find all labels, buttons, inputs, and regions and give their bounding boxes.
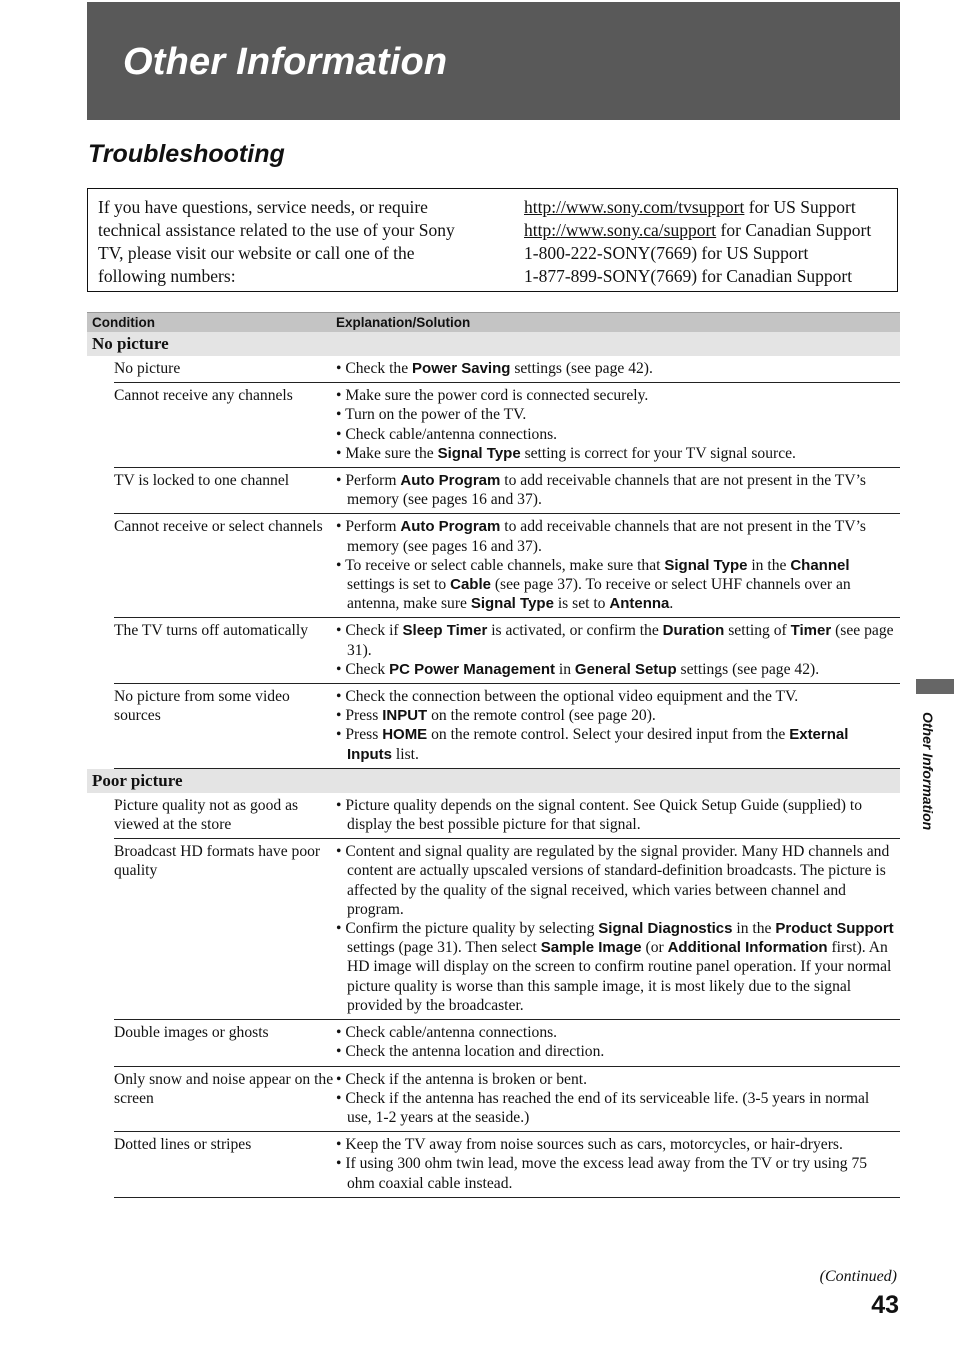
solution-bullet: • Content and signal quality are regulated by the signal provider. Many HD channels and content are actually upscaled versions of standard-definition broadcasts. The picture is affected by the quality of the signal received, which varies between channel and program. — [336, 843, 890, 918]
table-body — [87, 332, 900, 1198]
solution-text: Turn on the power of the TV. — [345, 406, 527, 424]
solution-text: Check if the antenna is broken or bent. — [345, 1070, 587, 1088]
solution-text: Check the antenna location and direction. — [345, 1043, 605, 1061]
solution-text: (or — [641, 939, 668, 957]
solution-bullet: • If using 300 ohm twin lead, move the excess lead away from the TV or try using 75 ohm coaxial cable instead. — [336, 1155, 868, 1192]
page-number: 43 — [871, 1291, 899, 1319]
solution-text: setting of — [724, 622, 791, 640]
table-row — [114, 1132, 900, 1198]
condition-cell: The TV turns off automatically — [114, 622, 309, 640]
solution-bullet: • Perform Auto Program to add receivable channels that are not present in the TV’s memory (see pages 16 and 37). — [336, 518, 866, 555]
condition-cell: TV is locked to one channel — [114, 472, 290, 490]
solution-text: Press — [345, 707, 383, 725]
solution-bullet: • To receive or select cable channels, make sure that Signal Type in the Channel settings is set to Cable (see page 37). To receive or select UHF channels over an antenna, make sure Signal Type is set to Antenna. — [336, 556, 851, 613]
solution-bullet: • Check cable/antenna connections. — [336, 1024, 558, 1042]
solution-text: in — [554, 660, 575, 678]
solution-cell — [336, 1135, 900, 1193]
troubleshooting-table — [87, 312, 900, 1198]
support-intro: If you have questions, service needs, or require technical assistance related to the use of your Sony TV, please visit our website or call one of the following numbers: — [98, 197, 455, 286]
condition-cell: Picture quality not as good as viewed at the store — [114, 796, 299, 834]
solution-text: Make sure the power cord is connected securely. — [345, 387, 649, 405]
solution-bullet: • Keep the TV away from noise sources such as cars, motorcycles, or hair-dryers. — [336, 1136, 843, 1154]
solution-cell — [336, 1070, 900, 1128]
solution-cell — [336, 359, 900, 378]
table-row — [114, 839, 900, 1020]
menu-term: Product Support — [775, 920, 894, 938]
group-header: No picture — [87, 332, 900, 356]
menu-term: Auto Program — [400, 472, 501, 490]
menu-term: Duration — [662, 622, 725, 640]
solution-text: Check the connection between the optional video equipment and the TV. — [345, 688, 799, 706]
solution-text: first). An HD image will display on the screen to confirm routine panel operation. If your normal picture quality is worse than this sample image, it is most likely due to the signal provided by the broadcaster. — [347, 939, 892, 1014]
solution-text: settings (page 31). Then select — [347, 939, 541, 957]
solution-text: Check cable/antenna connections. — [345, 425, 558, 443]
solution-text: Press — [345, 726, 383, 744]
menu-term: Signal Type — [664, 556, 748, 574]
solution-text: settings (see page 42). — [676, 660, 820, 678]
support-line-text: for Canadian Support — [716, 220, 872, 240]
solution-text: Confirm the picture quality by selecting — [345, 920, 599, 938]
condition-cell: Only snow and noise appear on the screen — [114, 1070, 334, 1107]
solution-bullet: • Make sure the power cord is connected securely. — [336, 387, 649, 405]
menu-term: Signal Diagnostics — [598, 920, 733, 938]
column-header-solution: Explanation/Solution — [336, 315, 471, 330]
menu-term: External Inputs — [347, 726, 849, 763]
solution-text: settings (see page 42). — [510, 360, 653, 377]
solution-cell — [336, 687, 900, 764]
solution-bullet: • Press INPUT on the remote control (see page 20). — [336, 707, 656, 725]
menu-term: PC Power Management — [389, 660, 555, 678]
table-row — [114, 468, 900, 514]
solution-text: Picture quality depends on the signal content. See Quick Setup Guide (supplied) to display the best possible picture for that signal. — [345, 796, 863, 834]
menu-term: Channel — [790, 556, 850, 574]
support-line — [524, 219, 896, 242]
solution-text: If using 300 ohm twin lead, move the excess lead away from the TV or try using 75 ohm coaxial cable instead. — [345, 1155, 868, 1192]
support-link[interactable]: http://www.sony.com/tvsupport — [524, 197, 745, 217]
solution-bullet: • Check the connection between the optional video equipment and the TV. — [336, 688, 799, 706]
menu-term: Cable — [450, 576, 491, 594]
support-line — [524, 196, 896, 219]
solution-bullet: • Check if the antenna is broken or bent. — [336, 1070, 587, 1088]
solution-cell — [336, 1023, 900, 1061]
condition-cell: Dotted lines or stripes — [114, 1136, 252, 1154]
solution-text: is activated, or confirm the — [487, 622, 663, 640]
solution-text: Check the — [345, 360, 413, 377]
support-info-box — [87, 188, 898, 292]
solution-bullet: • Check if the antenna has reached the end of its serviceable life. (3-5 years in normal use, 1-2 years at the seaside.) — [336, 1089, 870, 1126]
support-line-text: 1-877-899-SONY(7669) for Canadian Support — [524, 266, 853, 286]
support-link[interactable]: http://www.sony.ca/support — [524, 220, 717, 240]
table-row — [114, 383, 900, 468]
solution-text: in the — [732, 920, 776, 938]
solution-text: Perform — [345, 518, 401, 536]
support-line — [524, 242, 896, 265]
solution-bullet: • Make sure the Signal Type setting is correct for your TV signal source. — [336, 444, 796, 462]
support-line-text: for US Support — [744, 197, 856, 217]
condition-cell: Cannot receive or select channels — [114, 518, 323, 536]
solution-text: Keep the TV away from noise sources such as cars, motorcycles, or hair-dryers. — [345, 1136, 843, 1154]
support-contacts — [524, 196, 896, 288]
table-row — [114, 1067, 900, 1133]
solution-text: to add receivable channels that are not present in the TV’s memory (see pages 16 and 37). — [347, 518, 866, 555]
solution-bullet: • Press HOME on the remote control. Select your desired input from the External Inputs list. — [336, 726, 849, 763]
section-title: Troubleshooting — [88, 140, 285, 168]
menu-term: General Setup — [574, 660, 677, 678]
solution-bullet: • Check PC Power Management in General Setup settings (see page 42). — [336, 660, 820, 678]
table-row — [114, 793, 900, 839]
condition-cell: Broadcast HD formats have poor quality — [114, 843, 321, 880]
chapter-title: Other Information — [123, 41, 448, 83]
menu-term: Signal Type — [470, 595, 554, 613]
solution-cell — [336, 796, 900, 834]
solution-bullet: • Confirm the picture quality by selecting Signal Diagnostics in the Product Support settings (page 31). Then select Sample Image (or Additional Information first). An HD image will display on the screen to confirm routine panel operation. If your normal picture quality is worse than this sample image, it is most likely due to the signal provided by the broadcaster. — [336, 920, 894, 1014]
chapter-header — [87, 2, 900, 120]
solution-text: To receive or select cable channels, make sure that — [345, 556, 665, 574]
table-row — [114, 356, 900, 383]
menu-term: Antenna — [609, 595, 670, 613]
table-header — [87, 312, 900, 332]
solution-text: list. — [392, 745, 419, 763]
condition-cell: No picture — [114, 360, 181, 377]
solution-text: Content and signal quality are regulated by the signal provider. Many HD channels and content are actually upscaled versions of standard-definition broadcasts. The picture is affected by the quality of the signal received, which varies between channel and program. — [345, 843, 890, 918]
column-header-condition: Condition — [92, 315, 155, 330]
menu-term: Sample Image — [540, 939, 642, 957]
condition-cell: No picture from some video sources — [114, 688, 290, 725]
solution-text: in the — [747, 556, 791, 574]
solution-text: setting is correct for your TV signal source. — [520, 444, 796, 462]
menu-term: INPUT — [382, 707, 428, 725]
solution-bullet: • Perform Auto Program to add receivable channels that are not present in the TV’s memory (see pages 16 and 37). — [336, 472, 866, 509]
solution-bullet: • Check if Sleep Timer is activated, or confirm the Duration setting of Timer (see page 31). — [336, 622, 894, 659]
group-header: Poor picture — [87, 769, 900, 793]
menu-term: Auto Program — [400, 518, 501, 536]
solution-cell — [336, 517, 900, 613]
solution-text: . — [669, 595, 674, 613]
solution-text: Perform — [345, 472, 401, 490]
solution-text: Check — [345, 660, 390, 678]
menu-term: Signal Type — [437, 444, 521, 462]
solution-cell — [336, 386, 900, 463]
solution-bullet: • Check cable/antenna connections. — [336, 425, 558, 443]
solution-text: on the remote control (see page 20). — [427, 707, 656, 725]
solution-cell — [336, 842, 900, 1015]
solution-bullet: • Turn on the power of the TV. — [336, 406, 527, 424]
solution-text: Make sure the — [345, 444, 438, 462]
solution-text: Check if — [345, 622, 403, 640]
menu-term: Power Saving — [412, 360, 511, 377]
solution-cell — [336, 621, 900, 679]
solution-bullet: • Picture quality depends on the signal content. See Quick Setup Guide (supplied) to display the best possible picture for that signal. — [336, 796, 863, 834]
condition-cell: Cannot receive any channels — [114, 387, 293, 405]
table-row — [114, 1020, 900, 1066]
solution-text: to add receivable channels that are not present in the TV’s memory (see pages 16 and 37). — [347, 472, 866, 509]
table-row — [114, 618, 900, 684]
solution-text: Check if the antenna has reached the end of its serviceable life. (3-5 years in normal use, 1-2 years at the seaside.) — [345, 1089, 870, 1126]
continued-note: (Continued) — [819, 1268, 897, 1285]
solution-text: on the remote control. Select your desired input from the — [427, 726, 790, 744]
menu-term: Additional Information — [667, 939, 828, 957]
side-tab-label: Other Information — [920, 712, 936, 831]
support-line-text: 1-800-222-SONY(7669) for US Support — [524, 243, 809, 263]
menu-term: Timer — [790, 622, 832, 640]
solution-cell — [336, 471, 900, 509]
solution-text: Check cable/antenna connections. — [345, 1024, 558, 1042]
table-row — [114, 684, 900, 769]
solution-text: (see page 31). — [347, 622, 894, 659]
table-row — [114, 514, 900, 618]
condition-cell: Double images or ghosts — [114, 1024, 269, 1042]
solution-text: is set to — [553, 595, 610, 613]
support-line — [524, 265, 896, 288]
side-tab-marker — [916, 679, 954, 694]
menu-term: Sleep Timer — [402, 622, 488, 640]
solution-text: (see page 37). To receive or select UHF channels over an antenna, make sure — [347, 576, 851, 613]
menu-term: HOME — [382, 726, 428, 744]
solution-bullet: • Check the antenna location and direction. — [336, 1043, 605, 1061]
solution-bullet: • Check the Power Saving settings (see page 42). — [336, 360, 653, 377]
solution-text: settings is set to — [347, 576, 451, 594]
